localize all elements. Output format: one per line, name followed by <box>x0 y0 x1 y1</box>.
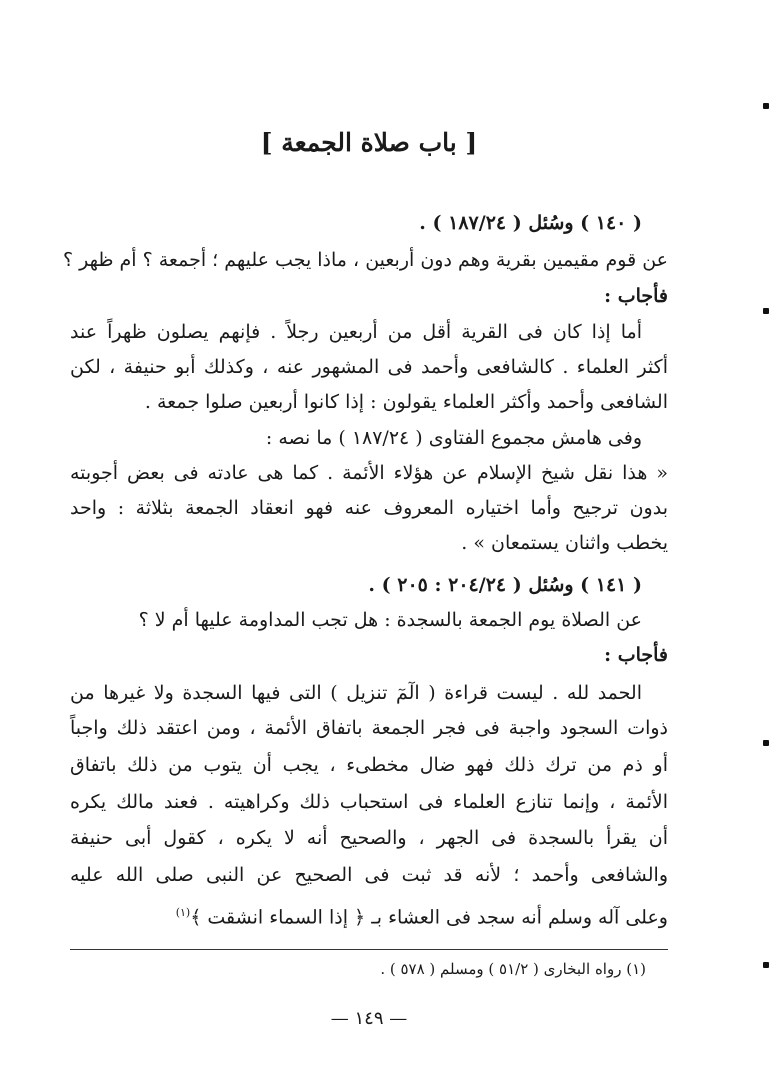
scan-mark <box>763 308 769 314</box>
book-page <box>63 0 668 1081</box>
scan-mark <box>763 740 769 746</box>
scan-mark <box>763 103 769 109</box>
answer-141-line: أو ذم من ترك ذلك فهو ضال مخطىء ، يجب أن يتوب من ذلك باتفاق <box>70 754 668 776</box>
footnote: (١) رواه البخارى ( ٥١/٢ ) ومسلم ( ٥٧٨ ) . <box>380 960 646 978</box>
page-number: — ١٤٩ — <box>330 1008 408 1029</box>
answer-141-line: وعلى آله وسلم أنه سجد فى العشاء بـ ﴿ إذا السماء انشقت ﴾ <box>190 906 668 929</box>
margin-note-intro: وفى هامش مجموع الفتاوى ( ١٨٧/٢٤ ) ما نصه : <box>265 427 642 449</box>
scan-mark <box>763 962 769 968</box>
answer-141-line: والشافعى وأحمد ؛ لأنه قد ثبت فى الصحيح عن النبى صلى الله عليه <box>70 864 668 886</box>
question-141-title: ( ١٤١ ) وسُئل ( ٢٠٤/٢٤ : ٢٠٥ ) . <box>368 574 642 596</box>
answer-141-line: ذوات السجود واجبة فى فجر الجمعة باتفاق الأئمة ، ومن اعتقد ذلك واجباً <box>70 717 668 739</box>
question-141-answer-label: فأجاب : <box>604 644 668 666</box>
margin-note-line: « هذا نقل شيخ الإسلام عن هؤلاء الأئمة . كما هى عادته فى بعض أجوبته <box>70 462 668 484</box>
question-140-title: ( ١٤٠ ) وسُئل ( ١٨٧/٢٤ ) . <box>419 212 642 234</box>
answer-141-line: الحمد لله . ليست قراءة ( الٓمٓ تنزيل ) التى فيها السجدة ولا غيرها من <box>70 682 642 704</box>
footnote-ref: (١) <box>175 906 191 919</box>
answer-141-line: أن يقرأ بالسجدة فى الجهر ، والصحيح أنه لا يكره ، كقول أبى حنيفة <box>70 827 668 849</box>
margin-note-line: يخطب واثنان يستمعان » . <box>461 532 668 554</box>
answer-140-line: أكثر العلماء . كالشافعى وأحمد فى المشهور عنه ، وكذلك أبو حنيفة ، لكن <box>70 356 668 378</box>
chapter-title: [ باب صلاة الجمعة ] <box>260 128 478 157</box>
margin-note-line: بدون ترجيح وأما اختياره المعروف عنه فهو انعقاد الجمعة بثلاثة : واحد <box>70 497 668 519</box>
answer-141-last-line <box>70 898 668 928</box>
question-141-text: عن الصلاة يوم الجمعة بالسجدة : هل تجب المداومة عليها أم لا ؟ <box>138 609 642 631</box>
question-140-text: عن قوم مقيمين بقرية وهم دون أربعين ، ماذا يجب عليهم ؛ أجمعة ؟ أم ظهر ؟ <box>63 249 668 271</box>
answer-140-line: أما إذا كان فى القرية أقل من أربعين رجلاً . فإنهم يصلون ظهراً عند <box>70 321 642 343</box>
answer-140-line: الشافعى وأحمد وأكثر العلماء يقولون : إذا كانوا أربعين صلوا جمعة . <box>144 391 668 413</box>
footnote-divider <box>70 949 668 950</box>
question-140-answer-label: فأجاب : <box>604 285 668 307</box>
answer-141-line: الأئمة ، وإنما تنازع العلماء فى استحباب ذلك وكراهيته . فعند مالك يكره <box>70 791 668 813</box>
